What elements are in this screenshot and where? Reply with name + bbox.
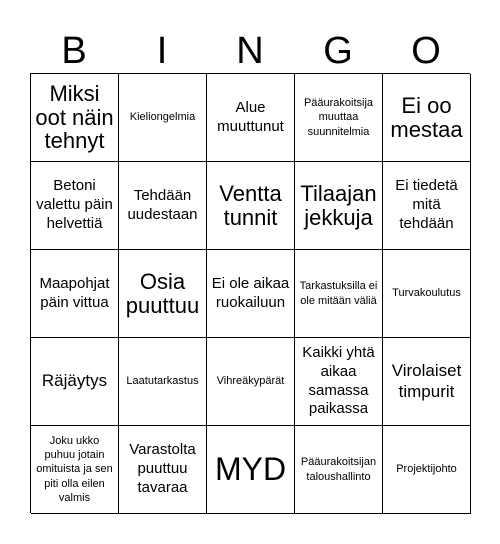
bingo-cell-text: Ei oo mestaa (390, 92, 463, 142)
header-letter-g: G (323, 30, 353, 72)
bingo-cell-text: Virolaiset timpurit (391, 361, 462, 401)
bingo-cell-text: Joku ukko puhuu jotain omituista ja sen piti olla eilen valmis (36, 434, 113, 504)
bingo-cell[interactable] (207, 426, 295, 514)
bingo-cell-text: Tarkastuksilla ei ole mitään väliä (299, 280, 378, 307)
bingo-cell[interactable] (31, 162, 119, 250)
bingo-cell[interactable] (295, 74, 383, 162)
bingo-cell[interactable] (207, 338, 295, 426)
bingo-cell-text: Pääurakoitsija muuttaa suunnitelmia (303, 97, 374, 138)
bingo-cell[interactable] (383, 250, 471, 338)
bingo-cell[interactable] (295, 426, 383, 514)
bingo-cell-text: Alue muuttunut (217, 98, 284, 135)
bingo-cell[interactable] (31, 74, 119, 162)
header-letter-n: N (236, 30, 264, 72)
bingo-cell-text: Ei ole aikaa ruokailuun (211, 274, 290, 311)
bingo-cell[interactable] (295, 338, 383, 426)
bingo-cell[interactable] (207, 74, 295, 162)
bingo-cell-text: Turvakoulutus (392, 287, 461, 300)
bingo-cell[interactable] (207, 250, 295, 338)
bingo-cell[interactable] (119, 426, 207, 514)
bingo-cell-text: Kaikki yhtä aikaa samassa paikassa (302, 344, 375, 418)
bingo-cell-text: Räjäytys (41, 371, 108, 391)
bingo-cell[interactable] (31, 250, 119, 338)
bingo-cell-text: Ventta tunnit (219, 180, 282, 230)
bingo-cell-text: Vihreäkypärät (216, 375, 285, 388)
bingo-grid (30, 73, 470, 513)
bingo-cell-text: Osia puuttuu (125, 268, 200, 318)
bingo-cell[interactable] (119, 162, 207, 250)
bingo-cell[interactable] (383, 338, 471, 426)
header-letter-b: B (61, 30, 87, 72)
bingo-cell[interactable] (119, 338, 207, 426)
bingo-cell[interactable] (383, 426, 471, 514)
bingo-cell[interactable] (31, 426, 119, 514)
bingo-cell-text: Tilaajan jekkuja (300, 180, 377, 230)
bingo-cell-text: Betoni valettu päin helvettiä (36, 177, 113, 232)
bingo-cell[interactable] (383, 74, 471, 162)
bingo-cell-text: Projektijohto (396, 463, 457, 476)
bingo-cell[interactable] (295, 162, 383, 250)
bingo-cell[interactable] (119, 250, 207, 338)
bingo-cell-text: Tehdään uudestaan (127, 186, 198, 223)
bingo-cell-text: Pääurakoitsijan taloushallinto (300, 456, 377, 483)
bingo-cell-text: Varastolta puuttuu tavaraa (129, 441, 196, 496)
bingo-cell-text: Laatutarkastus (126, 375, 199, 388)
bingo-cell[interactable] (207, 162, 295, 250)
header-letter-o: O (411, 30, 441, 72)
bingo-cell[interactable] (31, 338, 119, 426)
bingo-cell-text: Kieliongelmia (129, 111, 196, 124)
bingo-cell[interactable] (295, 250, 383, 338)
bingo-cell[interactable] (119, 74, 207, 162)
bingo-cell[interactable] (383, 162, 471, 250)
bingo-cell-text: MYD (214, 450, 287, 487)
bingo-cell-text: Maapohjat päin vittua (39, 274, 110, 311)
header-letter-i: I (156, 30, 168, 72)
bingo-cell-text: Miksi oot näin tehnyt (35, 80, 114, 154)
bingo-cell-text: Ei tiedetä mitä tehdään (395, 177, 458, 232)
bingo-header (30, 28, 470, 74)
